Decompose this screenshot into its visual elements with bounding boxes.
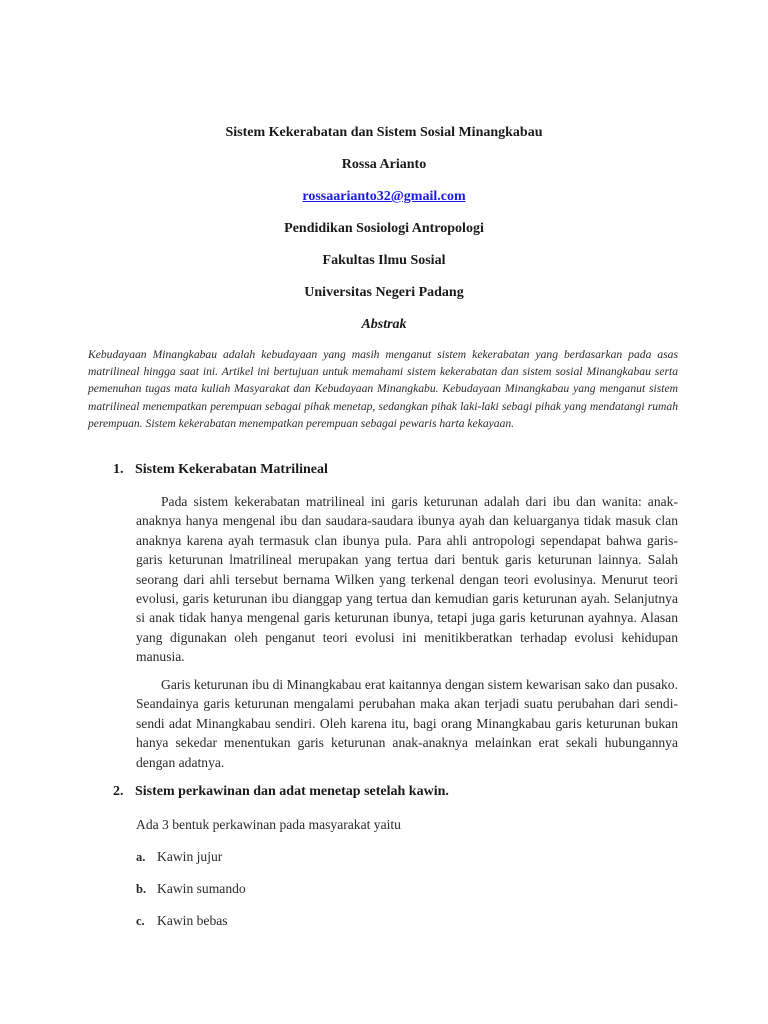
- section-2-heading: [113, 784, 449, 800]
- list-item-text: Kawin jujur: [157, 849, 223, 864]
- section-1-paragraph-2: Garis keturunan ibu di Minangkabau erat kaitannya dengan sistem kewarisan sako dan pusako. Seandainya garis keturunan mengalami perubahan maka akan terjadi suatu perubahan dari sendi-sendi adat Minangkabau sendiri. Oleh karena itu, bagi orang Minangkabau garis keturunan bukan hanya sekedar menentukan garis keturunan anak-anaknya melainkan erat sekali hubungannya dengan adatnya.: [136, 677, 678, 770]
- section-1-paragraph-1: Pada sistem kekerabatan matrilineal ini garis keturunan adalah dari ibu dan wanita: anak-anaknya hanya mengenal ibu dan saudara-saudara ibunya ayah dan keluarganya tidak masuk clan anaknya karena ayah termasuk clan ibunya pula. Para ahli antropologi sependapat bahwa garis-garis keturunan lmatrilineal merupakan yang tertua dari bentuk garis keturunan lainnya. Salah seorang dari ahli tersebut bernama Wilken yang terkenal dengan teori evolusinya. Menurut teori evolusi, garis keturunan ibu dianggap yang tertua dan kemudian garis keturunan ayah. Selanjutnya si anak tidak hanya mengenal garis keturunan ibunya, tetapi juga garis keturunan ayahnya. Alasan yang digunakan oleh penganut teori evolusi ini menitikberatkan terhadap evolusi kehidupan manusia.: [136, 494, 678, 665]
- list-item: [136, 881, 246, 897]
- department-name: Pendidikan Sosiologi Antropologi: [284, 221, 484, 236]
- faculty-name: Fakultas Ilmu Sosial: [322, 253, 446, 268]
- section-2-intro: Ada 3 bentuk perkawinan pada masyarakat yaitu: [136, 817, 401, 832]
- abstract-text: Kebudayaan Minangkabau adalah kebudayaan yang masih menganut sistem kekerabatan yang berdasarkan pada asas matrilineal hingga saat ini. Artikel ini bertujuan untuk memahami sistem kekerabatan dan sistem sosial Minangkabau serta pemenuhan tugas mata kuliah Masyarakat dan Kebudayaan Minangkabu. Kebudayaan Minangkabau yang menganut sistem matrilineal menempatkan perempuan sebagai pihak menetap, sedangkan pihak laki-laki sebagi pihak yang mendatangi rumah perempuan. Sistem kekerabatan menempatkan perempuan sebagai pewaris harta kekayaan.: [88, 348, 678, 430]
- section-1-heading: [113, 462, 328, 478]
- email-line: [0, 189, 768, 205]
- list-item-text: Kawin sumando: [157, 881, 246, 896]
- list-item-letter: a.: [136, 850, 146, 864]
- section-1-title: Sistem Kekerabatan Matrilineal: [135, 462, 328, 477]
- list-item-letter: b.: [136, 882, 147, 896]
- section-2-number: 2.: [113, 784, 124, 799]
- section-2-title: Sistem perkawinan dan adat menetap setelah kawin.: [135, 784, 449, 799]
- list-item: [136, 913, 228, 929]
- university-name: Universitas Negeri Padang: [304, 285, 464, 300]
- author-email-link[interactable]: rossaarianto32@gmail.com: [302, 189, 466, 204]
- list-item: [136, 849, 222, 865]
- author-name: Rossa Arianto: [341, 157, 427, 172]
- abstract-heading: Abstrak: [361, 317, 407, 332]
- section-1-number: 1.: [113, 462, 124, 477]
- document-title: Sistem Kekerabatan dan Sistem Sosial Minangkabau: [225, 125, 543, 140]
- list-item-text: Kawin bebas: [157, 913, 228, 928]
- list-item-letter: c.: [136, 914, 145, 928]
